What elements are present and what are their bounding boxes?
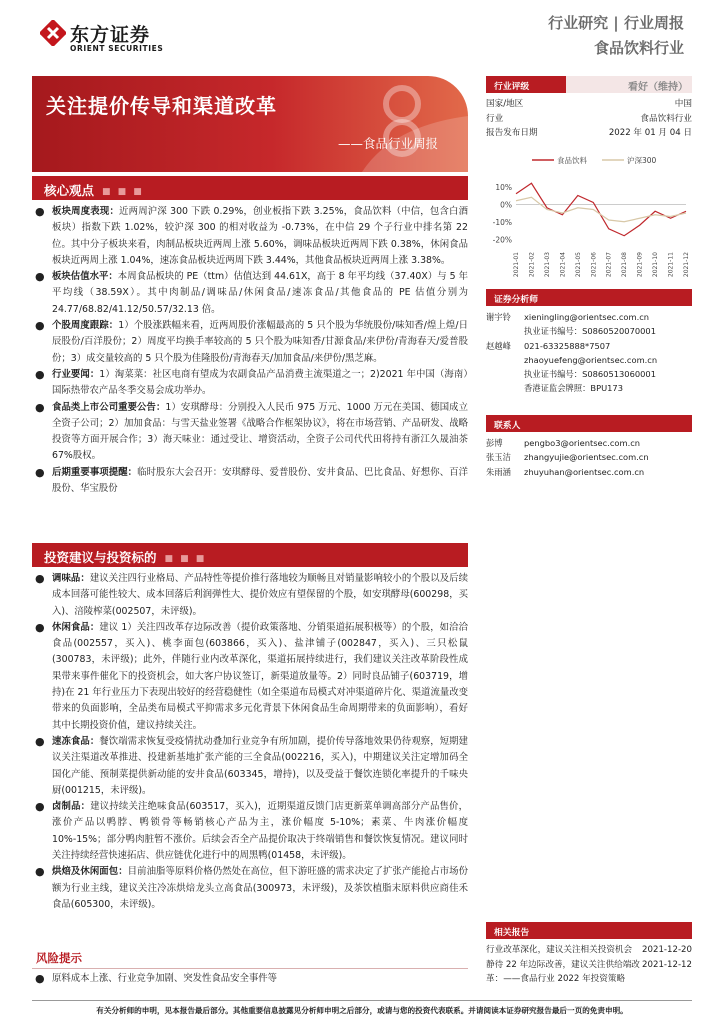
y-tick-label: -20% [492,235,512,245]
bullet-icon: ● [35,800,45,814]
point-text: 本周食品板块的 PE（ttm）估值达到 44.61X，高于 8 年平均线（37.40X）与 5 年平均线（38.59X）。其中肉制品/调味品/休闲食品/速冻食品/其他食品的 PE 估值分别为 24.77/68.82/41.12/50.57/32.13 倍。 [52,271,468,315]
industry-name: 食品饮料行业 [593,39,684,57]
bullet-icon: ● [35,865,45,879]
logo-name-cn: 东方证券 [70,24,151,46]
x-tick-label: 2021-10 [652,252,660,278]
bullet-icon: ● [35,319,45,333]
point-label: 后期重要事项提醒： [52,466,138,478]
bullet-point [32,367,468,400]
bullet-point [32,571,468,620]
contact-name: 朱雨涵 [486,466,511,477]
x-tick-label: 2021-06 [590,252,598,278]
analyst-line [486,310,692,324]
risk-section [32,950,468,987]
y-tick-label: -10% [492,217,512,227]
section-header: 核心观点 ■ ■ ■ [32,176,468,200]
x-tick-label: 2021-08 [621,252,629,278]
bullet-point [32,971,468,987]
rating-value: 看好（维持） [566,76,692,93]
disclaimer-footer: 有关分析师的申明，见本报告最后部分。其他重要信息披露见分析师申明之后部分，或请与您的投资代表联系。并请阅读本证券研究报告最后一页的免责申明。 [96,1006,628,1015]
bullet-icon: ● [35,465,45,479]
bullet-point [32,734,468,799]
x-tick-label: 2021-12 [683,252,690,278]
bullet-icon: ● [35,270,45,284]
related-title: 革：——食品行业 2022 年投资策略 [486,974,626,985]
section-title: 核心观点 [44,183,95,198]
bullet-point [32,465,468,498]
x-tick-label: 2021-02 [528,252,536,278]
analyst-info: 021-63325888*7507 [524,340,611,351]
bullet-icon: ● [35,734,45,748]
x-tick-label: 2021-03 [543,252,551,278]
point-text: 临时股东大会召开：安琪酵母、爱普股份、安井食品、巴比食品、好想你、百洋股份、华宝股份 [52,466,468,495]
rating-panel [486,76,692,141]
contact-name: 彭博 [486,438,503,448]
report-type: 行业研究 | 行业周报 [548,14,684,32]
point-label: 行业要闻： [52,368,100,380]
invest-section [32,543,468,913]
analyst-line [486,324,692,338]
point-text: 建议 1）关注四改革存边际改善（提价政策落地、分销渠道拓展积极等）的个股，如洽洽食品(002557，买入)、桃李面包(603866，买入)、盐津铺子(002847，买入)、三只松鼠(300783，未评级)；此外，伴随行业内改革深化，渠道拓展持续进行，我们建议关注改革阶段性成果带来事件催化下的投资机会，如大客户协议签订，新渠道放量等。2）同时良品铺子(603719，增持)在 21 年行业压力下表现出较好的经营稳健性（如全渠道布局模式对冲渠道碎片化、渠道流量改变带来的负面影响，全品类布局模式平抑需求多元化背景下休闲食品生命周期带来的负面影响），看好其中长期投资价值，建议持续关注。 [52,621,468,731]
bullet-point [32,799,468,864]
point-label: 卤制品： [52,801,91,813]
analyst-line [486,353,692,367]
related-date: 2021-12-20 [642,945,692,955]
contact-email: zhuyuhan@orientsec.com.cn [524,466,645,477]
analyst-info: zhaoyuefeng@orientsec.com.cn [524,354,658,365]
related-report[interactable] [486,972,692,987]
section-header: 投资建议与投资标的 ■ ■ ■ [32,543,468,567]
analysts-panel [486,289,692,396]
analyst-info: 执业证书编号：S0860513060001 [524,369,656,380]
bullet-icon: ● [35,400,45,414]
report-title: 关注提价传导和渠道改革 [46,94,277,118]
contact-email: pengbo3@orientsec.com.cn [524,438,641,448]
section-title: 投资建议与投资标的 [44,550,157,565]
y-tick-label: 10% [495,182,512,192]
contact-row [486,436,692,450]
point-label: 速冻食品： [52,735,100,747]
rating-row [486,112,692,127]
x-tick-label: 2021-04 [559,252,567,278]
x-tick-label: 2021-01 [513,252,520,278]
x-tick-label: 2021-07 [605,252,613,278]
legend-label: 食品饮料 [557,156,587,165]
related-panel [486,922,692,987]
series-line [516,197,686,222]
logo-name-en: ORIENT SECURITIES [70,44,164,53]
x-tick-label: 2021-05 [574,252,582,278]
invest-points-list [32,571,468,913]
point-text: 餐饮端需求恢复受疫情扰动叠加行业竞争有所加剧，提价传导落地效果仍待观察，短期建议关注渠道改革推进、投建新基地扩张产能的三全食品(002216，买入)，中期建议关注定增加码全国化产能、预制菜提供新动能的安井食品(603345，增持)，以及受益于餐饮连锁化率提升的千味央厨(001215，未评级)。 [52,735,468,796]
analyst-info: 执业证书编号：S0860520070001 [524,326,656,337]
panel-header: 联系人 [486,415,692,432]
bullet-point [32,400,468,465]
contact-row [486,465,692,479]
y-tick-label: 0% [500,200,512,210]
bullet-icon: ● [35,572,45,585]
rating-val: 食品饮料行业 [640,113,692,124]
bullet-point [32,204,468,269]
point-label: 调味品： [52,573,90,584]
core-section [32,176,468,497]
point-label: 板块周度表现： [52,206,120,217]
contacts-panel [486,415,692,479]
bullet-icon: ● [35,205,45,218]
series-line [516,183,686,236]
bullet-point [32,620,468,734]
point-text: 1）个股涨跌幅来看，近两周股价涨幅最高的 5 只个股为华统股份/味知香/煌上煌/日辰股份/百洋股份；2）周度平均换手率较高的 5 只个股为味知香/甘源食品/来伊份/青海春天/爱普股份；3）成交量较高的 5 只个股为佳隆股份/青海春天/加加食品/来伊份/黑芝麻。 [52,320,468,364]
point-label: 食品类上市公司重要公告： [52,401,166,413]
bullet-icon: ● [35,620,45,634]
point-text: 建议持续关注绝味食品(603517，买入)，近期渠道反馈门店更新菜单调高部分产品售价，涨价产品以鸭脖、鸭锁骨等畅销核心产品为主，涨价幅度 5-10%；素菜、牛肉涨价幅度 10%-15%；部分鸭肉脏暂不涨价。后续会否全产品提价取决于终端销售和餐饮恢复情况。建议同时关注持续经营快速拓店、供应链优化进行中的周黑鸭(01458，未评级)。 [52,801,468,862]
panel-header: 证券分析师 [486,289,692,306]
report-subtitle: ——食品行业周报 [337,136,438,151]
rating-key: 国家/地区 [486,99,524,109]
rating-key: 报告发布日期 [486,128,538,139]
banner-decoration-icon [322,76,468,172]
contact-row [486,450,692,464]
related-title: 静待 22 年边际改善，建议关注供给端改 [486,959,640,970]
analyst-name: 谢宇铃 [486,312,511,322]
bullet-point [32,864,468,913]
rating-key: 行业 [486,113,504,124]
analyst-info: 香港证监会牌照：BPU173 [524,383,623,394]
point-label: 个股周度跟踪： [52,320,119,332]
panel-header: 相关报告 [486,922,692,939]
bullet-point [32,318,468,367]
legend-label: 沪深300 [627,156,657,165]
bullet-icon: ● [35,972,45,985]
point-text: 目前油脂等原料价格仍然处在高位，但下游旺盛的需求决定了扩张产能抢占市场份额为行业主线，建议关注冷冻烘焙龙头立高食品(300973，未评级)，及茶饮植脂末原料供应商佳禾食品(605300，未评级)。 [52,866,468,910]
rating-row [486,126,692,141]
point-text: 建议关注四行业格局、产品特性等提价推行落地较为顺畅且对销量影响较小的个股以及后续成本回落可能性较大、成本回落后利润弹性大、提价效应有望保留的个股，如安琪酵母(600298，买入)、涪陵榨菜(002507，未评级)。 [52,573,468,617]
point-text: 1）淘菜菜：社区电商有望成为农副食品产品消费主流渠道之一；2)2021 年中国（海南）国际热带农产品冬季交易会成功举办。 [52,368,468,397]
point-label: 休闲食品： [52,621,100,633]
section-title: 风险提示 [36,951,82,965]
x-tick-label: 2021-11 [667,252,675,278]
risk-points-list [32,971,468,987]
analyst-name: 赵越峰 [486,340,511,351]
chart-svg [486,150,692,280]
related-title: 行业改革深化，建议关注相关投资机会 [486,945,633,955]
core-points-list [32,204,468,497]
rating-header [486,76,692,93]
price-chart [486,150,692,280]
rating-val: 2022 年 01 月 04 日 [608,128,692,139]
analyst-line [486,367,692,381]
rating-row [486,97,692,112]
analyst-line [486,381,692,395]
point-text: 原料成本上涨、行业竞争加剧、突发性食品安全事件等 [52,973,278,984]
rating-val: 中国 [674,99,692,109]
contact-name: 张玉洁 [486,452,511,463]
bullet-point [32,269,468,318]
analyst-info: xieningling@orientsec.com.cn [524,312,650,322]
title-banner [32,76,468,172]
related-report[interactable] [486,958,692,973]
bullet-icon: ● [35,367,45,381]
point-text: 近两周沪深 300 下跌 0.29%，创业板指下跌 3.25%，食品饮料（中信，包含白酒板块）指数下跌 1.02%，较沪深 300 的相对收益为 -0.73%，在中信 29 个子行业中排名第 22 位。其中分子板块来看，肉制品板块近两周上涨 5.60%，调味品板块近两周下跌 0.38%，休闲食品板块近两周上涨 1.04%，速冻食品板块近两周下跌 3.44%，其他食品板块近两周上涨 3.38%。 [52,206,468,266]
related-report[interactable] [486,943,692,958]
analyst-line [486,339,692,353]
point-text: 1）安琪酵母：分别投入人民币 975 万元、1000 万元在美国、德国成立全资子公司；2）加加食品：与雪天盐业签署《战略合作框架协议》，将在市场营销、产品研发、战略投资等方面开展合作；3）海天味业：通过受让、增资活动，全资子公司代代田将持有浙江久晟油茶 67%股权。 [52,401,468,462]
point-label: 烘焙及休闲面包： [52,866,128,878]
x-tick-label: 2021-09 [636,252,644,278]
point-label: 板块估值水平： [52,271,118,283]
related-date: 2021-12-12 [642,959,692,970]
contact-email: zhangyujie@orientsec.com.cn [524,452,649,463]
company-logo-icon [40,20,66,46]
rating-label: 行业评级 [486,76,566,93]
